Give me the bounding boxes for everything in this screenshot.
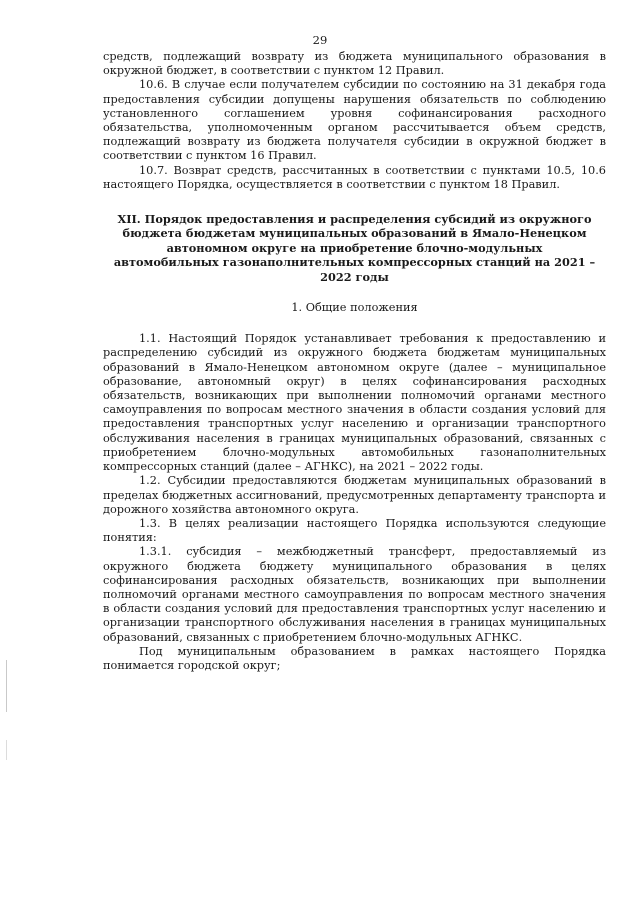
paragraph-1-3: 1.3. В целях реализации настоящего Порядка используются следующие понятия:	[103, 516, 606, 545]
paragraph-1-3-1: 1.3.1. субсидия – межбюджетный трансферт, предоставляемый из окружного бюджета бюджету муниципального образования в целях софинансирования расходных обязательств, возникающих при выполнении полномочий органами местного самоуправления по вопросам местного значения в области создания условий для предоставления транспортных услуг населению и организации транспортного обслуживания населения в границах муниципальных образований, связанных с приобретением блочно-модульных АГНКС.	[103, 545, 606, 644]
paragraph-municipal-definition: Под муниципальным образованием в рамках настоящего Порядка понимается городской округ;	[103, 644, 606, 672]
scan-margin-mark	[6, 740, 7, 760]
paragraph-1-2: 1.2. Субсидии предоставляются бюджетам муниципальных образований в пределах бюджетных ассигнований, предусмотренных департаменту транспорта и дорожного хозяйства автономного округа.	[103, 474, 606, 516]
paragraph-10-7: 10.7. Возврат средств, рассчитанных в соответствии с пунктами 10.5, 10.6 настоящего Порядка, осуществляется в соответствии с пунктом 18 Правил.	[103, 163, 606, 191]
paragraph-10-6: 10.6. В случае если получателем субсидии по состоянию на 31 декабря года предоставления субсидии допущены нарушения обязательств по соблюдению установленного соглашением уровня софинансирования расходного обязательства, уполномоченным органом рассчитывается объем средств, подлежащий возврату из бюджета получателя субсидии в окружной бюджет в соответствии с пунктом 16 Правил.	[103, 78, 606, 163]
section-heading: XII. Порядок предоставления и распределения субсидий из окружного бюджета бюджетам муниципальных образований в Ямало-Ненецком автономном округе на приобретение блочно-модульных автомобильных газонаполнительных компрессорных станций на 2021 – 2022 годы	[113, 212, 596, 284]
paragraph-1-1: 1.1. Настоящий Порядок устанавливает требования к предоставлению и распределению субсидий из окружного бюджета бюджетам муниципальных образований в Ямало-Ненецком автономном округе (далее – муниципальное образование, автономный округ) в целях софинансирования расходных обязательств, возникающих при выполнении полномочий органами местного самоуправления по вопросам местного значения в области создания условий для предоставления транспортных услуг населению и организации транспортного обслуживания населения в границах муниципальных образований, связанных с приобретением блочно-модульных автомобильных газонаполнительных компрессорных станций (далее – АГНКС), на 2021 – 2022 годы.	[103, 332, 606, 474]
page-number: 29	[312, 33, 328, 47]
scan-margin-mark	[6, 660, 7, 712]
subsection-heading: 1. Общие положения	[291, 301, 418, 315]
paragraph-continuation: средств, подлежащий возврату из бюджета муниципального образования в окружной бюджет, в соответствии с пунктом 12 Правил.	[103, 50, 606, 78]
document-body	[103, 50, 606, 673]
